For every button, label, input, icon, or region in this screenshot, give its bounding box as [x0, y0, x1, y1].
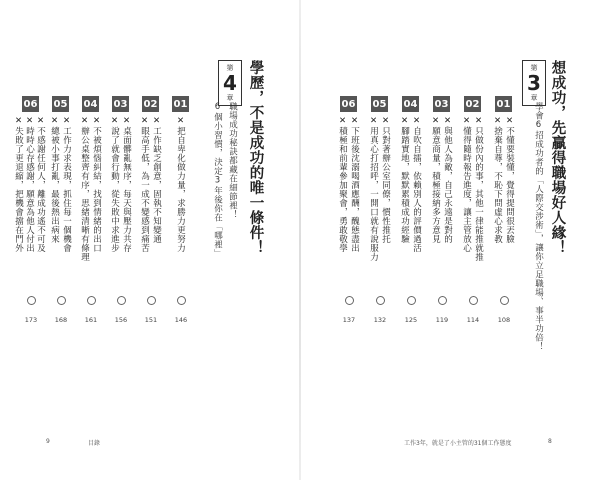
toc-item-text[interactable]: ✕與他人為敵，自己永遠是對的: [442, 116, 453, 244]
toc-item-text[interactable]: ✕眼高手低，為一成不變感到痛苦: [139, 116, 150, 253]
toc-column-03: [109, 96, 132, 324]
toc-item-text[interactable]: ✕自吹自擂，依賴別人的評價過活: [411, 116, 422, 253]
toc-item-text[interactable]: ✕把自卑化做力量，求勝力更努力: [175, 116, 186, 253]
dot-marker: [376, 296, 385, 305]
chapter-subtitle: 6個小習慣，決定3年後你在「哪裡」: [212, 102, 223, 258]
toc-column-06: [337, 96, 360, 324]
footer-label: 工作3年，就是了小主管的31個工作態度: [404, 440, 512, 447]
page-number: 173: [24, 316, 38, 324]
chapter-label: 第 3 章: [522, 60, 546, 106]
page-number: 137: [342, 316, 356, 324]
toc-column-05: [49, 96, 72, 324]
footer-page-number: 8: [548, 438, 552, 445]
dot-marker: [147, 296, 156, 305]
dot-marker: [469, 296, 478, 305]
page-number: 151: [144, 316, 158, 324]
item-number-badge: 04: [82, 96, 99, 112]
toc-item-text[interactable]: ✕辦公桌整齊有序，思緒清晰有條理: [79, 116, 90, 262]
item-number-badge: 04: [402, 96, 419, 112]
dot-marker: [57, 296, 66, 305]
toc-item-text[interactable]: ✕下班後沈溺喝酒應酬，醜態盡出: [349, 116, 360, 253]
page-number: 168: [54, 316, 68, 324]
toc-column-06: [13, 96, 46, 324]
item-number-badge: 01: [495, 96, 512, 112]
item-number-badge: 06: [340, 96, 357, 112]
dot-marker: [117, 296, 126, 305]
toc-item-text[interactable]: ✕桌面髒亂無序，每天與壓力共存: [121, 116, 132, 253]
toc-column-02: [139, 96, 162, 324]
toc-item-text[interactable]: ✕不懂要裝懂，覺得提問很丟臉: [504, 116, 515, 244]
item-number-badge: 02: [142, 96, 159, 112]
toc-item-text[interactable]: ✕腳踏實地，默默累積成功經驗: [399, 116, 410, 244]
item-number-badge: 06: [22, 96, 39, 112]
dot-marker: [177, 296, 186, 305]
item-number-badge: 01: [172, 96, 189, 112]
toc-column-01: [172, 96, 190, 324]
toc-column-03: [430, 96, 453, 324]
dot-marker: [345, 296, 354, 305]
item-number-badge: 05: [371, 96, 388, 112]
toc-item-text[interactable]: ✕說了就會行動，從失敗中求進步: [109, 116, 120, 253]
dot-marker: [27, 296, 36, 305]
right-page: [300, 0, 600, 480]
page-number: 161: [84, 316, 98, 324]
toc-column-01: [492, 96, 515, 324]
toc-item-text[interactable]: ✕懂得隨時報告進度，讓主管放心: [461, 116, 472, 253]
toc-column-04: [399, 96, 422, 324]
page-number: 132: [373, 316, 387, 324]
page-number: 108: [497, 316, 511, 324]
toc-item-text[interactable]: ✕用真心打招呼，一開口就有說服力: [368, 116, 379, 262]
toc-item-text[interactable]: ✕工作缺乏創意，固執不知變通: [151, 116, 162, 244]
toc-item-text[interactable]: ✕總被小事打亂，最後熱出病來: [49, 116, 60, 244]
dot-marker: [438, 296, 447, 305]
chapter-subtitle: 學會6招成功者的「人際交涉術」，讓你立足職場、事半功倍！: [533, 102, 544, 352]
page-number: 119: [435, 316, 449, 324]
page-number: 125: [404, 316, 418, 324]
dot-marker: [87, 296, 96, 305]
page-number: 114: [466, 316, 480, 324]
chapter-title: 學歷，不是成功的唯一條件！: [247, 60, 264, 255]
item-number-badge: 03: [112, 96, 129, 112]
toc-item-text[interactable]: ✕時時心存感謝，願意為他人付出: [24, 116, 35, 253]
footer-label: 目錄: [88, 440, 101, 447]
chapter-number: 3: [527, 71, 541, 95]
toc-column-02: [461, 96, 484, 324]
toc-item-text[interactable]: ✕積極和前輩參加聚會，勇敢敬學: [337, 116, 348, 253]
dot-marker: [500, 296, 509, 305]
toc-item-text[interactable]: ✕工作力求表現，抓住每一個機會: [61, 116, 72, 253]
chapter-number: 4: [223, 71, 237, 95]
chapter-label: 第 4 章: [218, 60, 242, 106]
page-number: 146: [174, 316, 188, 324]
toc-item-text[interactable]: ✕失敗了更退縮，把機會擋在門外: [13, 116, 24, 253]
item-number-badge: 02: [464, 96, 481, 112]
toc-column-05: [368, 96, 391, 324]
footer-page-number: 9: [46, 438, 50, 445]
toc-item-text[interactable]: ✕只對著辦公室同僚，慣性推托: [380, 116, 391, 244]
toc-item-text[interactable]: ✕捨棄自尊，不恥下問虛心求教: [492, 116, 503, 244]
toc-item-text[interactable]: ✕不感謝任何人，離成功遙不可及: [35, 116, 46, 253]
toc-item-text[interactable]: ✕不被煩惱糾結，找到情緒的出口: [91, 116, 102, 253]
toc-item-text[interactable]: ✕只做份內的事，其他一律能推就推: [473, 116, 484, 262]
chapter-subtitle: 職場成功秘訣都藏在細節裡！: [227, 102, 238, 219]
item-number-badge: 03: [433, 96, 450, 112]
chapter-title: 想成功，先贏得職場好人緣！: [549, 60, 566, 255]
dot-marker: [407, 296, 416, 305]
toc-column-04: [79, 96, 102, 324]
item-number-badge: 05: [52, 96, 69, 112]
toc-item-text[interactable]: ✕願意商量，積極接納多方意見: [430, 116, 441, 244]
page-number: 156: [114, 316, 128, 324]
